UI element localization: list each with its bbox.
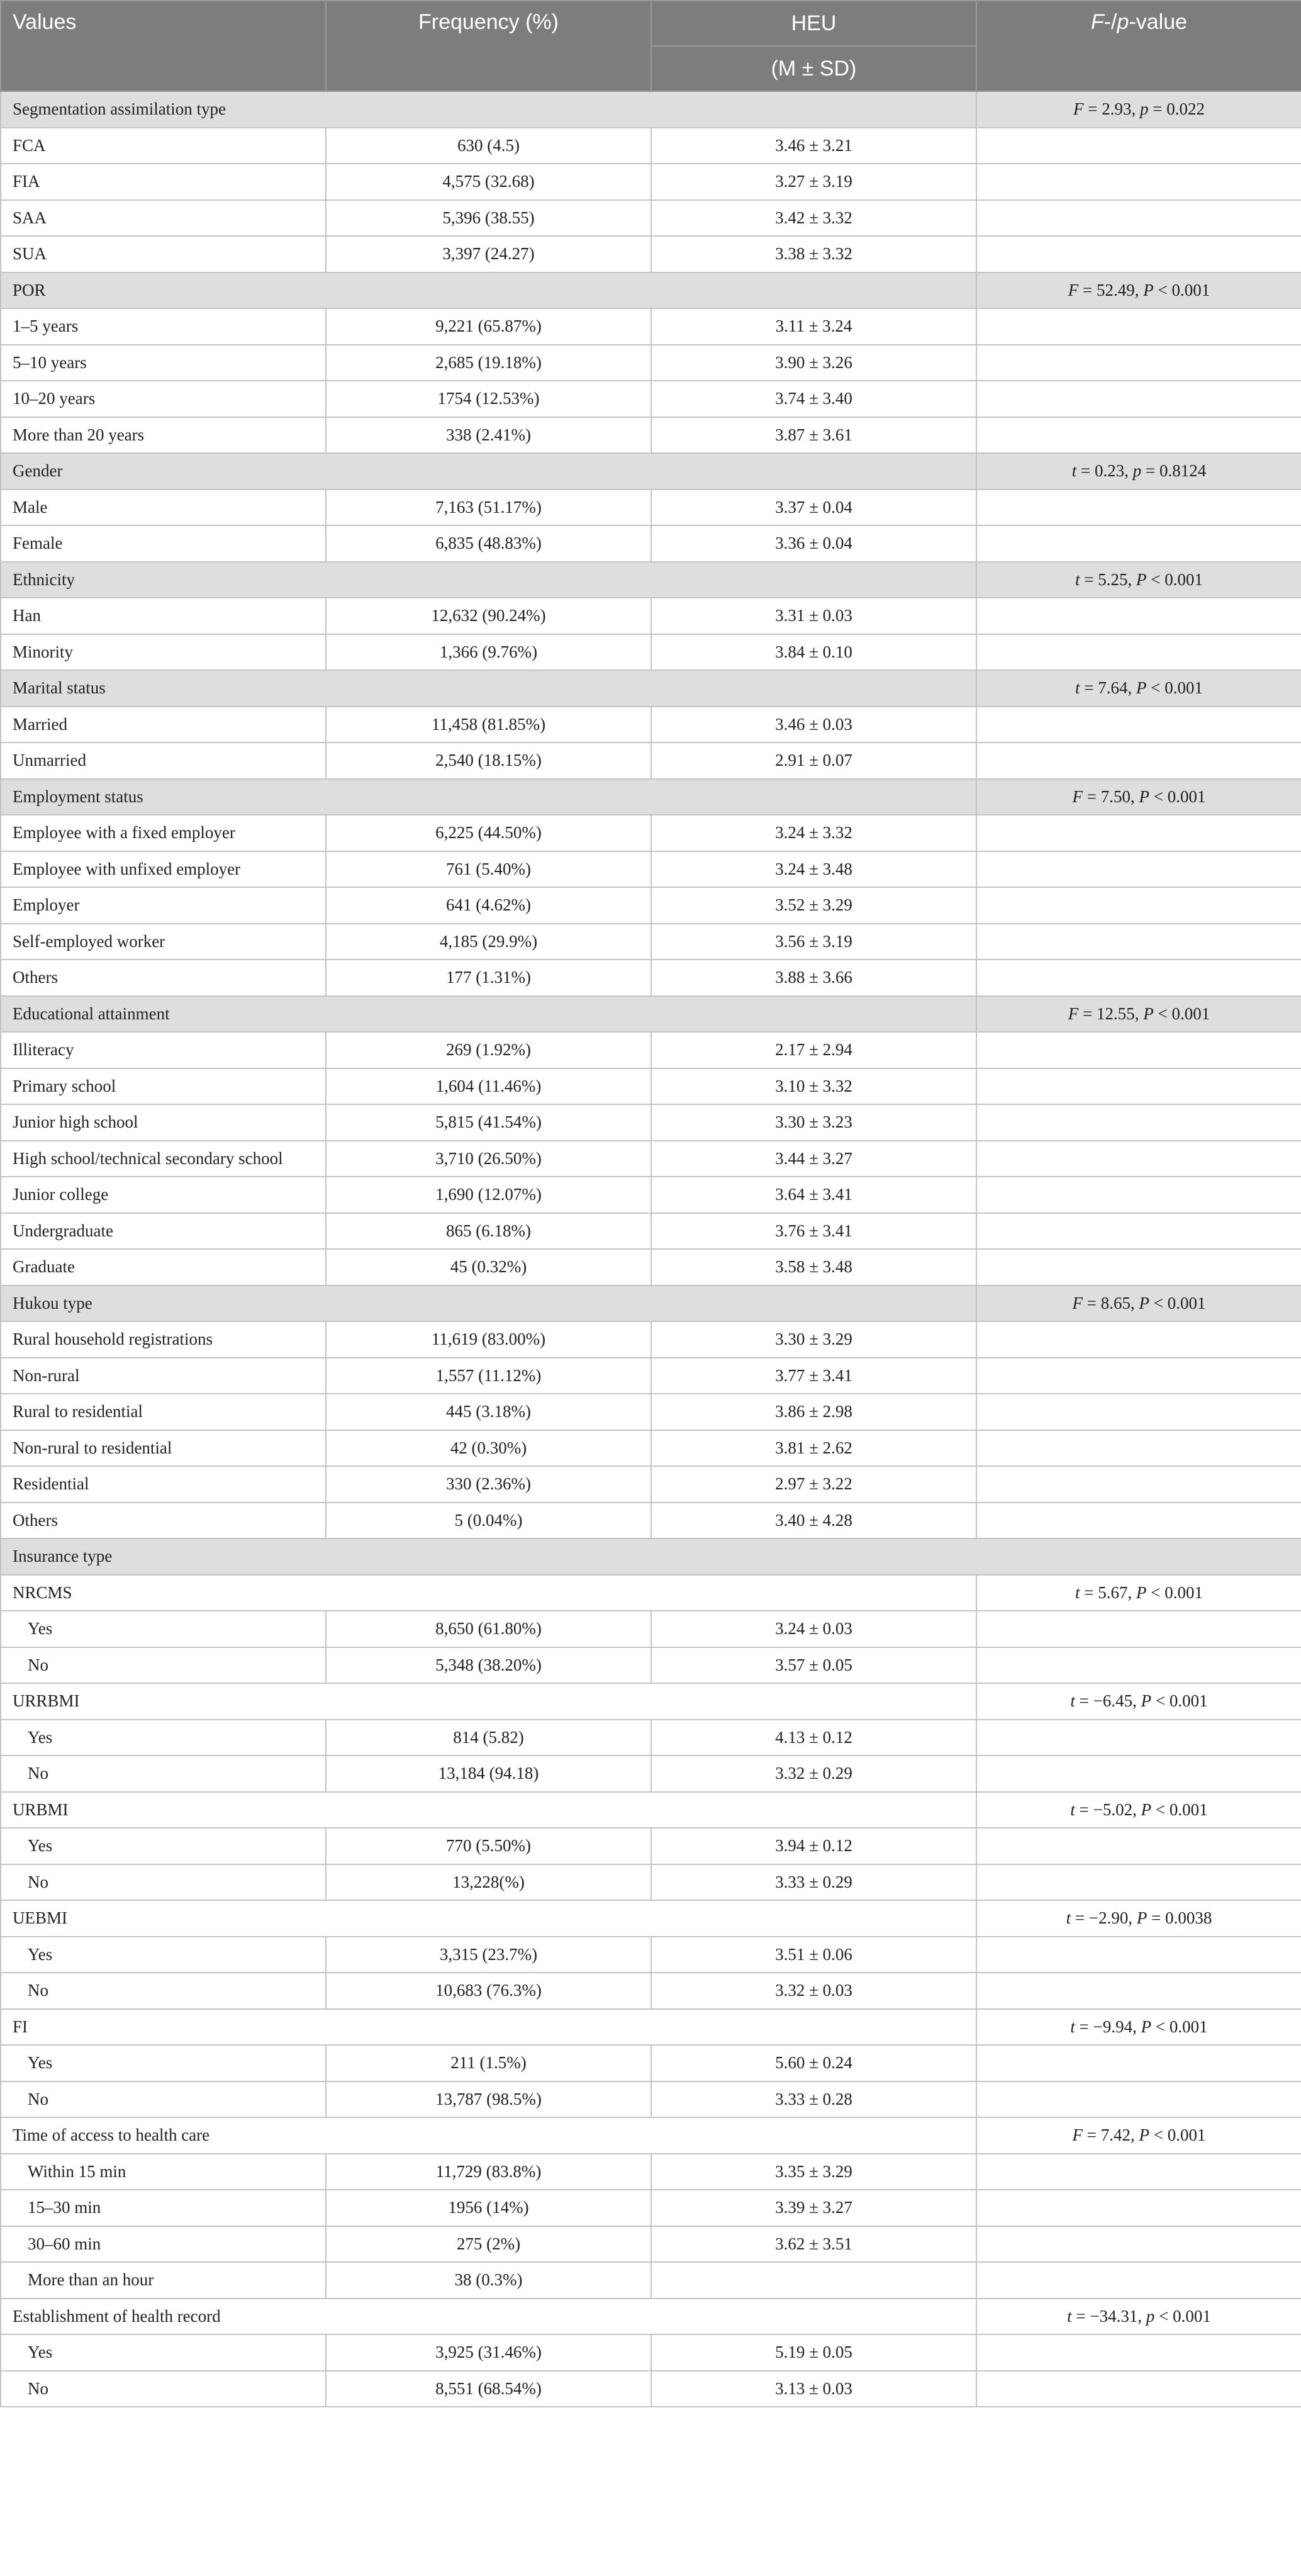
heu-cell: 3.33 ± 0.28 (651, 2081, 976, 2118)
header-values: Values (1, 1, 326, 91)
row-label: Graduate (1, 1249, 326, 1285)
test-cell-empty (976, 490, 1301, 526)
section-label: POR (1, 272, 976, 309)
table-row (1, 598, 1301, 634)
test-cell-empty (976, 128, 1301, 164)
table-row (1, 887, 1301, 924)
test-cell-empty (976, 1647, 1301, 1684)
section-label: Educational attainment (1, 996, 976, 1033)
heu-cell: 5.60 ± 0.24 (651, 2045, 976, 2081)
frequency-cell: 5,815 (41.54%) (326, 1104, 651, 1141)
heu-cell: 3.76 ± 3.41 (651, 1213, 976, 1250)
test-cell-empty (976, 851, 1301, 888)
table-row (1, 2081, 1301, 2118)
section-label: NRCMS (1, 1575, 976, 1611)
subsection-row (1, 1575, 1301, 1611)
frequency-cell: 5 (0.04%) (326, 1503, 651, 1539)
heu-cell: 3.36 ± 0.04 (651, 525, 976, 562)
test-statistic: t = −9.94, P < 0.001 (976, 2009, 1301, 2046)
heu-cell: 5.19 ± 0.05 (651, 2334, 976, 2371)
table-row (1, 236, 1301, 272)
row-label: No (1, 1973, 326, 2009)
subsection-row (1, 2117, 1301, 2154)
heu-cell: 3.13 ± 0.03 (651, 2371, 976, 2407)
frequency-cell: 12,632 (90.24%) (326, 598, 651, 634)
row-label: Yes (1, 1720, 326, 1756)
row-label: Yes (1, 2045, 326, 2081)
table-row (1, 1177, 1301, 1213)
table-row (1, 128, 1301, 164)
heu-cell: 3.24 ± 0.03 (651, 1611, 976, 1647)
subsection-row (1, 1900, 1301, 1937)
heu-cell: 3.37 ± 0.04 (651, 490, 976, 526)
test-cell-empty (976, 308, 1301, 345)
test-cell-empty (976, 742, 1301, 779)
row-label: Unmarried (1, 742, 326, 779)
test-cell-empty (976, 236, 1301, 272)
test-statistic: t = −34.31, p < 0.001 (976, 2299, 1301, 2335)
table-row (1, 1321, 1301, 1358)
frequency-cell: 1754 (12.53%) (326, 381, 651, 417)
row-label: 10–20 years (1, 381, 326, 417)
heu-cell: 3.46 ± 0.03 (651, 707, 976, 743)
row-label: Married (1, 707, 326, 743)
test-cell-empty (976, 887, 1301, 924)
table-row (1, 1647, 1301, 1684)
table-row (1, 525, 1301, 562)
table-row (1, 707, 1301, 743)
header-heu-unit: (M ± SD) (651, 46, 976, 91)
test-cell-empty (976, 1032, 1301, 1068)
frequency-cell: 4,575 (32.68) (326, 164, 651, 200)
row-label: Others (1, 960, 326, 996)
test-cell-empty (976, 2226, 1301, 2263)
frequency-cell: 11,619 (83.00%) (326, 1321, 651, 1358)
test-statistic: t = −2.90, P = 0.0038 (976, 1900, 1301, 1937)
test-cell-empty (976, 1321, 1301, 1358)
heu-cell: 3.46 ± 3.21 (651, 128, 976, 164)
table-row (1, 1032, 1301, 1068)
frequency-cell: 42 (0.30%) (326, 1430, 651, 1467)
test-cell-empty (976, 1828, 1301, 1864)
row-label: 1–5 years (1, 308, 326, 345)
frequency-cell: 6,835 (48.83%) (326, 525, 651, 562)
row-label: Minority (1, 634, 326, 671)
test-statistic: t = 0.23, p = 0.8124 (976, 453, 1301, 490)
row-label: Han (1, 598, 326, 634)
test-cell-empty (976, 1177, 1301, 1213)
table-row (1, 1141, 1301, 1177)
row-label: More than an hour (1, 2262, 326, 2299)
section-row (1, 996, 1301, 1033)
heu-cell: 4.13 ± 0.12 (651, 1720, 976, 1756)
test-cell-empty (976, 2262, 1301, 2299)
heu-cell: 3.56 ± 3.19 (651, 924, 976, 960)
table-row (1, 164, 1301, 200)
test-statistic: F = 8.65, P < 0.001 (976, 1285, 1301, 1322)
table-row (1, 2334, 1301, 2371)
heu-cell: 3.27 ± 3.19 (651, 164, 976, 200)
heu-cell: 3.94 ± 0.12 (651, 1828, 976, 1864)
test-cell-empty (976, 1104, 1301, 1141)
heu-cell: 3.90 ± 3.26 (651, 345, 976, 381)
test-statistic: t = 5.67, P < 0.001 (976, 1575, 1301, 1611)
heu-cell: 3.35 ± 3.29 (651, 2154, 976, 2190)
test-cell-empty (976, 1358, 1301, 1394)
table-row (1, 308, 1301, 345)
heu-cell: 3.64 ± 3.41 (651, 1177, 976, 1213)
row-label: No (1, 2081, 326, 2118)
frequency-cell: 6,225 (44.50%) (326, 815, 651, 851)
table-row (1, 381, 1301, 417)
table-row (1, 1720, 1301, 1756)
frequency-cell: 3,397 (24.27) (326, 236, 651, 272)
row-label: FIA (1, 164, 326, 200)
frequency-cell: 177 (1.31%) (326, 960, 651, 996)
heu-cell: 3.30 ± 3.23 (651, 1104, 976, 1141)
heu-cell: 3.86 ± 2.98 (651, 1394, 976, 1430)
table-header (1, 1, 1301, 91)
test-cell-empty (976, 381, 1301, 417)
test-cell-empty (976, 1937, 1301, 1973)
table-row (1, 1756, 1301, 1792)
frequency-cell: 4,185 (29.9%) (326, 924, 651, 960)
frequency-cell: 13,228(%) (326, 1864, 651, 1901)
table-row (1, 1068, 1301, 1105)
table-row (1, 1828, 1301, 1864)
table-row (1, 1249, 1301, 1285)
test-cell-empty (976, 924, 1301, 960)
section-row (1, 1285, 1301, 1322)
header-test-rest: -value (1129, 10, 1188, 34)
heu-cell: 3.39 ± 3.27 (651, 2190, 976, 2226)
test-statistic: t = 5.25, P < 0.001 (976, 562, 1301, 598)
frequency-cell: 45 (0.32%) (326, 1249, 651, 1285)
test-cell-empty (976, 1394, 1301, 1430)
heu-cell: 3.58 ± 3.48 (651, 1249, 976, 1285)
frequency-cell: 641 (4.62%) (326, 887, 651, 924)
row-label: Within 15 min (1, 2154, 326, 2190)
row-label: Residential (1, 1466, 326, 1503)
frequency-cell: 275 (2%) (326, 2226, 651, 2263)
frequency-cell: 3,315 (23.7%) (326, 1937, 651, 1973)
row-label: More than 20 years (1, 417, 326, 454)
header-frequency: Frequency (%) (326, 1, 651, 91)
section-label: Gender (1, 453, 976, 490)
heu-cell: 3.38 ± 3.32 (651, 236, 976, 272)
table-row (1, 1864, 1301, 1901)
heu-cell: 3.77 ± 3.41 (651, 1358, 976, 1394)
subsection-row (1, 2299, 1301, 2335)
row-label: 15–30 min (1, 2190, 326, 2226)
frequency-cell: 630 (4.5) (326, 128, 651, 164)
section-label: Employment status (1, 779, 976, 815)
test-cell-empty (976, 815, 1301, 851)
section-row (1, 779, 1301, 815)
table-row (1, 742, 1301, 779)
table-row (1, 1973, 1301, 2009)
test-cell-empty (976, 1430, 1301, 1467)
row-label: Self-employed worker (1, 924, 326, 960)
table-row (1, 2154, 1301, 2190)
heu-cell: 3.32 ± 0.03 (651, 1973, 976, 2009)
heu-cell: 3.62 ± 3.51 (651, 2226, 976, 2263)
subsection-row (1, 1792, 1301, 1828)
test-statistic: F = 52.49, P < 0.001 (976, 272, 1301, 309)
heu-cell: 3.57 ± 0.05 (651, 1647, 976, 1684)
test-cell-empty (976, 417, 1301, 454)
test-cell-empty (976, 2081, 1301, 2118)
section-row (1, 1538, 1301, 1575)
table-row (1, 1937, 1301, 1973)
test-cell-empty (976, 598, 1301, 634)
table-row (1, 2190, 1301, 2226)
row-label: No (1, 1647, 326, 1684)
header-test-value (976, 1, 1301, 91)
row-label: Yes (1, 1611, 326, 1647)
section-label: URRBMI (1, 1683, 976, 1720)
row-label: Non-rural (1, 1358, 326, 1394)
row-label: Employee with a fixed employer (1, 815, 326, 851)
test-statistic: F = 2.93, p = 0.022 (976, 91, 1301, 128)
test-statistic: F = 7.42, P < 0.001 (976, 2117, 1301, 2154)
frequency-cell: 211 (1.5%) (326, 2045, 651, 2081)
test-cell-empty (976, 1249, 1301, 1285)
table-body (1, 91, 1301, 2407)
heu-cell: 2.97 ± 3.22 (651, 1466, 976, 1503)
heu-cell: 3.87 ± 3.61 (651, 417, 976, 454)
frequency-cell: 13,787 (98.5%) (326, 2081, 651, 2118)
frequency-cell: 2,540 (18.15%) (326, 742, 651, 779)
table-row (1, 1104, 1301, 1141)
section-label: Insurance type (1, 1538, 1301, 1575)
test-cell-empty (976, 634, 1301, 671)
test-cell-empty (976, 2190, 1301, 2226)
heu-cell: 3.44 ± 3.27 (651, 1141, 976, 1177)
section-label: Establishment of health record (1, 2299, 976, 2335)
frequency-cell: 761 (5.40%) (326, 851, 651, 888)
header-test-f: F (1090, 10, 1104, 34)
section-row (1, 91, 1301, 128)
test-cell-empty (976, 2334, 1301, 2371)
row-label: Rural to residential (1, 1394, 326, 1430)
frequency-cell: 3,710 (26.50%) (326, 1141, 651, 1177)
section-label: UEBMI (1, 1900, 976, 1937)
heu-cell: 3.51 ± 0.06 (651, 1937, 976, 1973)
header-test-p: p (1117, 10, 1129, 34)
frequency-cell: 38 (0.3%) (326, 2262, 651, 2299)
heu-cell: 2.17 ± 2.94 (651, 1032, 976, 1068)
frequency-cell: 445 (3.18%) (326, 1394, 651, 1430)
heu-cell: 3.24 ± 3.48 (651, 851, 976, 888)
frequency-cell: 865 (6.18%) (326, 1213, 651, 1250)
subsection-row (1, 2009, 1301, 2046)
table-row (1, 1358, 1301, 1394)
frequency-cell: 770 (5.50%) (326, 1828, 651, 1864)
test-cell-empty (976, 200, 1301, 237)
frequency-cell: 11,729 (83.8%) (326, 2154, 651, 2190)
frequency-cell: 5,396 (38.55) (326, 200, 651, 237)
frequency-cell: 1,557 (11.12%) (326, 1358, 651, 1394)
row-label: SAA (1, 200, 326, 237)
section-label: FI (1, 2009, 976, 2046)
heu-cell: 3.84 ± 0.10 (651, 634, 976, 671)
section-label: Segmentation assimilation type (1, 91, 976, 128)
test-statistic: F = 7.50, P < 0.001 (976, 779, 1301, 815)
table-row (1, 1466, 1301, 1503)
heu-cell: 3.40 ± 4.28 (651, 1503, 976, 1539)
row-label: No (1, 1756, 326, 1792)
row-label: Rural household registrations (1, 1321, 326, 1358)
frequency-cell: 10,683 (76.3%) (326, 1973, 651, 2009)
frequency-cell: 5,348 (38.20%) (326, 1647, 651, 1684)
frequency-cell: 7,163 (51.17%) (326, 490, 651, 526)
frequency-cell: 330 (2.36%) (326, 1466, 651, 1503)
heu-cell: 3.81 ± 2.62 (651, 1430, 976, 1467)
row-label: FCA (1, 128, 326, 164)
row-label: Non-rural to residential (1, 1430, 326, 1467)
heu-cell: 3.88 ± 3.66 (651, 960, 976, 996)
row-label: 5–10 years (1, 345, 326, 381)
row-label: Junior high school (1, 1104, 326, 1141)
test-cell-empty (976, 1466, 1301, 1503)
section-row (1, 272, 1301, 309)
frequency-cell: 2,685 (19.18%) (326, 345, 651, 381)
section-row (1, 670, 1301, 707)
heu-cell: 3.52 ± 3.29 (651, 887, 976, 924)
table-row (1, 1213, 1301, 1250)
heu-cell: 3.11 ± 3.24 (651, 308, 976, 345)
heu-cell (651, 2262, 976, 2299)
test-cell-empty (976, 2045, 1301, 2081)
heu-cell: 2.91 ± 0.07 (651, 742, 976, 779)
test-cell-empty (976, 2154, 1301, 2190)
test-statistic: t = −6.45, P < 0.001 (976, 1683, 1301, 1720)
frequency-cell: 1,366 (9.76%) (326, 634, 651, 671)
section-label: Marital status (1, 670, 976, 707)
table-row (1, 417, 1301, 454)
heu-cell: 3.74 ± 3.40 (651, 381, 976, 417)
heu-cell: 3.42 ± 3.32 (651, 200, 976, 237)
test-cell-empty (976, 1864, 1301, 1901)
row-label: 30–60 min (1, 2226, 326, 2263)
test-statistic: t = −5.02, P < 0.001 (976, 1792, 1301, 1828)
table-row (1, 1503, 1301, 1539)
section-row (1, 562, 1301, 598)
header-heu: HEU (651, 1, 976, 46)
table-row (1, 200, 1301, 237)
table-row (1, 490, 1301, 526)
row-label: Primary school (1, 1068, 326, 1105)
heu-cell: 3.10 ± 3.32 (651, 1068, 976, 1105)
test-cell-empty (976, 2371, 1301, 2407)
frequency-cell: 8,551 (68.54%) (326, 2371, 651, 2407)
test-cell-empty (976, 1756, 1301, 1792)
table-row (1, 634, 1301, 671)
section-label: Time of access to health care (1, 2117, 976, 2154)
table-row (1, 1611, 1301, 1647)
table-row (1, 2226, 1301, 2263)
subsection-row (1, 1683, 1301, 1720)
test-cell-empty (976, 1720, 1301, 1756)
test-cell-empty (976, 960, 1301, 996)
frequency-cell: 814 (5.82) (326, 1720, 651, 1756)
frequency-cell: 8,650 (61.80%) (326, 1611, 651, 1647)
row-label: Male (1, 490, 326, 526)
test-statistic: F = 12.55, P < 0.001 (976, 996, 1301, 1033)
test-cell-empty (976, 707, 1301, 743)
section-label: Ethnicity (1, 562, 976, 598)
frequency-cell: 13,184 (94.18) (326, 1756, 651, 1792)
table-row (1, 2371, 1301, 2407)
test-cell-empty (976, 1973, 1301, 2009)
section-row (1, 453, 1301, 490)
section-label: URBMI (1, 1792, 976, 1828)
row-label: Yes (1, 1937, 326, 1973)
heu-cell: 3.30 ± 3.29 (651, 1321, 976, 1358)
table-row (1, 2045, 1301, 2081)
row-label: No (1, 1864, 326, 1901)
frequency-cell: 11,458 (81.85%) (326, 707, 651, 743)
test-cell-empty (976, 1068, 1301, 1105)
test-cell-empty (976, 164, 1301, 200)
test-cell-empty (976, 1141, 1301, 1177)
table-row (1, 815, 1301, 851)
heu-cell: 3.24 ± 3.32 (651, 815, 976, 851)
row-label: Illiteracy (1, 1032, 326, 1068)
table-row (1, 2262, 1301, 2299)
heu-cell: 3.33 ± 0.29 (651, 1864, 976, 1901)
test-cell-empty (976, 1503, 1301, 1539)
row-label: Yes (1, 2334, 326, 2371)
row-label: High school/technical secondary school (1, 1141, 326, 1177)
table-row (1, 924, 1301, 960)
heu-cell: 3.32 ± 0.29 (651, 1756, 976, 1792)
table-row (1, 345, 1301, 381)
test-cell-empty (976, 1611, 1301, 1647)
test-cell-empty (976, 1213, 1301, 1250)
header-test-sep: -/ (1103, 10, 1117, 34)
table-row (1, 1430, 1301, 1467)
frequency-cell: 1956 (14%) (326, 2190, 651, 2226)
table-row (1, 851, 1301, 888)
row-label: Employer (1, 887, 326, 924)
test-cell-empty (976, 345, 1301, 381)
table-row (1, 960, 1301, 996)
row-label: Others (1, 1503, 326, 1539)
frequency-cell: 3,925 (31.46%) (326, 2334, 651, 2371)
frequency-cell: 269 (1.92%) (326, 1032, 651, 1068)
section-label: Hukou type (1, 1285, 976, 1322)
table-row (1, 1394, 1301, 1430)
row-label: No (1, 2371, 326, 2407)
frequency-cell: 1,690 (12.07%) (326, 1177, 651, 1213)
row-label: Junior college (1, 1177, 326, 1213)
test-cell-empty (976, 525, 1301, 562)
frequency-cell: 1,604 (11.46%) (326, 1068, 651, 1105)
row-label: SUA (1, 236, 326, 272)
row-label: Employee with unfixed employer (1, 851, 326, 888)
row-label: Female (1, 525, 326, 562)
row-label: Undergraduate (1, 1213, 326, 1250)
row-label: Yes (1, 1828, 326, 1864)
frequency-cell: 9,221 (65.87%) (326, 308, 651, 345)
test-statistic: t = 7.64, P < 0.001 (976, 670, 1301, 707)
heu-cell: 3.31 ± 0.03 (651, 598, 976, 634)
frequency-cell: 338 (2.41%) (326, 417, 651, 454)
